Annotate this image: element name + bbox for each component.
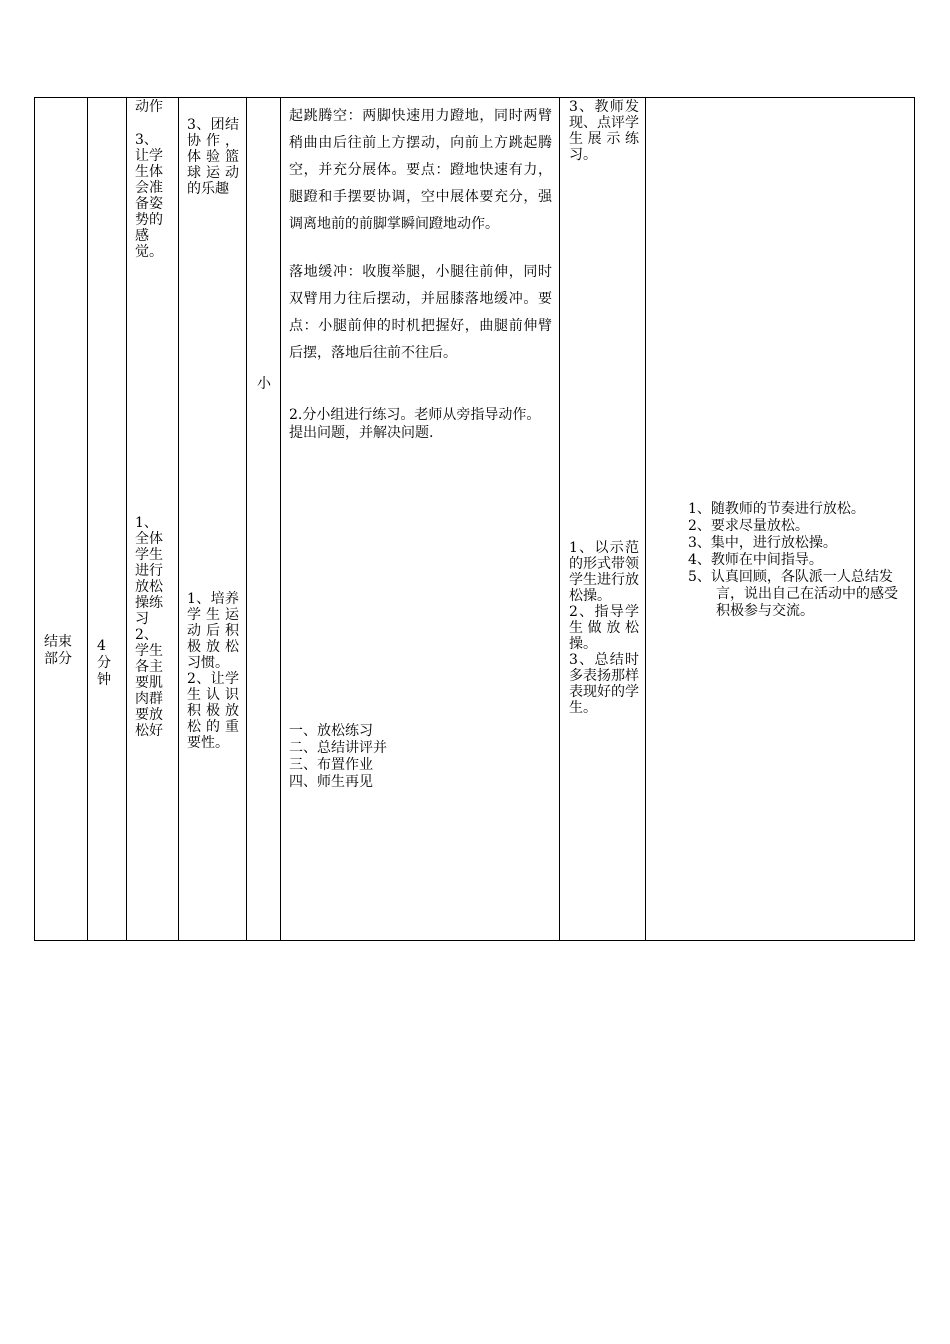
section-label: 结束部分	[44, 634, 72, 667]
content-end-item: 三、布置作业	[289, 757, 373, 773]
affect-top-text: 3、团结协作，体验篮球运动的乐趣	[187, 117, 239, 197]
student-item: 5、认真回顾，各队派一人总结发言，说出自己在活动中的感受积极参与交流。	[688, 569, 898, 619]
content-end-item: 四、师生再见	[289, 774, 373, 790]
organization-mark: 小	[257, 376, 271, 392]
table-row	[35, 98, 915, 941]
section-cell	[35, 98, 88, 941]
goal-top-text: 3、让学生体会准备姿势的感觉。	[135, 132, 163, 260]
content-paragraph-3: 2.分小组进行练习。老师从旁指导动作。提出问题，并解决问题.	[289, 407, 541, 441]
content-paragraph-1: 起跳腾空：两脚快速用力蹬地，同时两臂稍曲由后往前上方摆动，向前上方跳起腾空，并充分展体。要点：蹬地快速有力，腿蹬和手摆要协调，空中展体要充分，强调离地前的前脚掌瞬间蹬地动作。	[289, 108, 552, 232]
teacher-end-text: 1、以示范的形式带领学生进行放松操。 2、指导学生做放松操。 3、总结时多表扬那样表现好的学生。	[569, 540, 639, 716]
goal-end-text: 1、全体学生进行放松操练习 2、学生各主要肌肉群要放松好	[135, 515, 163, 739]
student-item: 4、教师在中间指导。	[688, 552, 823, 568]
goal-top-line: 动作	[135, 99, 163, 115]
student-end-list	[688, 501, 908, 620]
time-cell	[88, 98, 127, 941]
student-item: 2、要求尽量放松。	[688, 518, 809, 534]
goal-cell	[127, 98, 179, 941]
content-end-item: 二、总结讲评并	[289, 740, 387, 756]
organization-cell	[247, 98, 281, 941]
time-label: 4分钟	[97, 638, 111, 688]
teacher-cell	[560, 98, 646, 941]
content-end-item: 一、放松练习	[289, 723, 373, 739]
student-item: 1、随教师的节奏进行放松。	[688, 501, 865, 517]
lesson-plan-table	[34, 97, 915, 941]
affect-end-text: 1、培养学生运动后积极放松习惯。 2、让学生认识积极放松的重要性。	[187, 591, 239, 751]
student-item: 3、集中，进行放松操。	[688, 535, 837, 551]
teacher-top-text: 3、教师发现、点评学生展示练习。	[569, 99, 639, 163]
student-cell	[646, 98, 915, 941]
content-cell	[281, 98, 560, 941]
content-paragraph-2: 落地缓冲：收腹举腿，小腿往前伸，同时双臂用力往后摆动，并屈膝落地缓冲。要点：小腿前伸的时机把握好，曲腿前伸臂后摆，落地后往前不往后。	[289, 264, 552, 361]
affect-cell	[179, 98, 247, 941]
content-end-list	[289, 723, 552, 791]
